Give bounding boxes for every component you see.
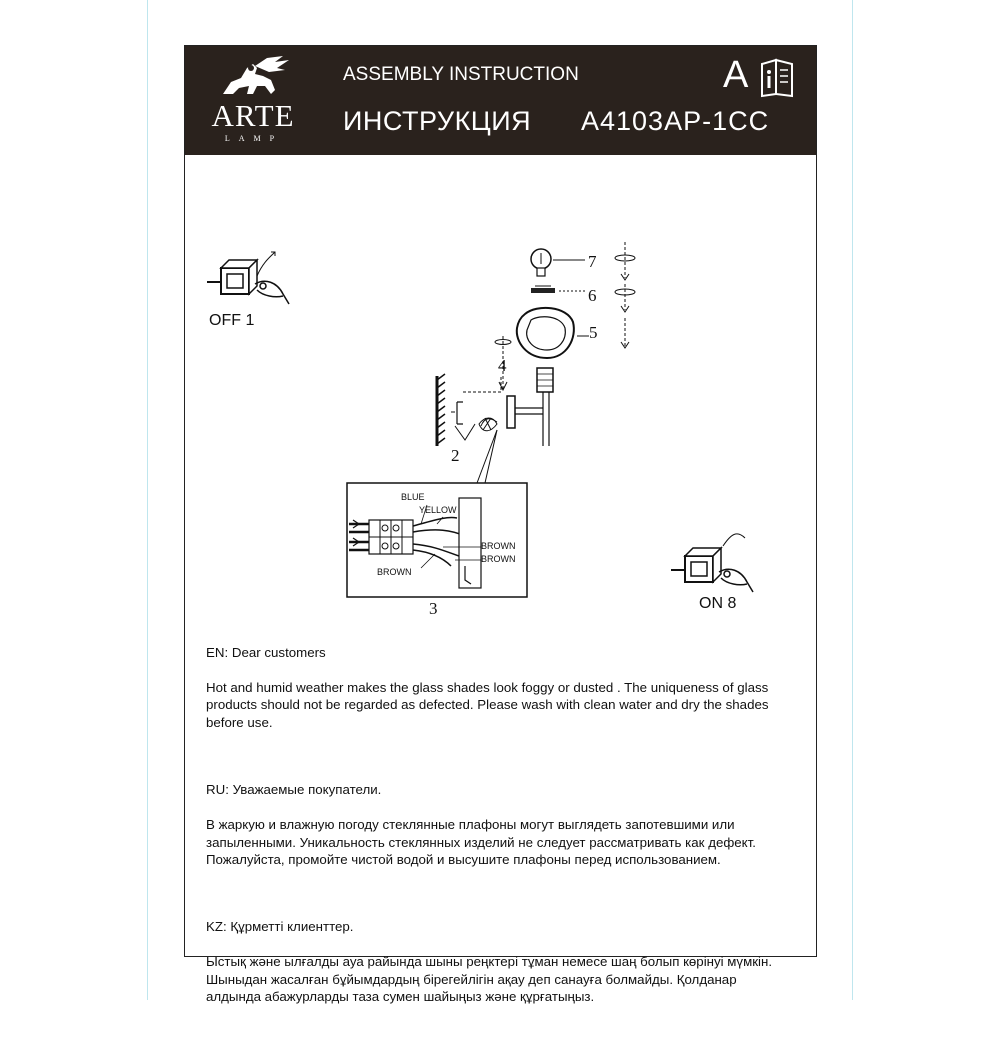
- part-6-label: 6: [588, 286, 597, 305]
- note-ru: [206, 763, 806, 886]
- note-kz-heading: KZ: Құрметті клиенттер.: [206, 918, 354, 934]
- wire-label-brown-left: BROWN: [377, 567, 412, 577]
- part-4-label: 4: [498, 356, 507, 375]
- off-switch-illustration: [207, 252, 289, 304]
- assembly-diagram: [185, 46, 816, 626]
- note-en: [206, 626, 806, 749]
- left-guide-line: [147, 0, 148, 1000]
- language-letter: A: [723, 54, 749, 96]
- right-guide-line: [852, 0, 853, 1000]
- note-ru-heading: RU: Уважаемые покупатели.: [206, 781, 382, 797]
- on-switch-illustration: [671, 534, 753, 592]
- title-english: ASSEMBLY INSTRUCTION: [343, 64, 579, 85]
- wire-label-brown-mid: BROWN: [481, 554, 516, 564]
- lamp-arm: [507, 368, 553, 446]
- on-step-label: ON 8: [699, 595, 737, 612]
- brand-subtitle: LAMP: [224, 134, 284, 143]
- part-2-label: 2: [451, 446, 460, 465]
- ring-part: [531, 286, 587, 293]
- wall-hatch: [437, 374, 445, 446]
- bulb-part: [531, 249, 585, 276]
- part-3-label: 3: [429, 599, 438, 618]
- title-russian: ИНСТРУКЦИЯ: [343, 106, 532, 136]
- brand-name: ARTE: [211, 98, 295, 133]
- wire-label-blue: BLUE: [401, 492, 425, 502]
- part-5-label: 5: [589, 323, 598, 342]
- note-en-body: Hot and humid weather makes the glass shades look foggy or dusted . The uniqueness of glass products should not be regarded as defected. Please wash with clean water and dry the shades before use.: [206, 679, 769, 730]
- wire-label-brown-top: BROWN: [481, 541, 516, 551]
- note-kz-body: Ыстық және ылғалды ауа райында шыны реңктері тұман немесе шаң болып көрінуі мүмкін. Шыныдан жасалған бұйымдардың бірегейлігін ақау деп санауға болмайды. Қолданар алдында абажурларды таза сумен шайыңыз және құрғатыңыз.: [206, 954, 773, 1005]
- part-7-label: 7: [588, 252, 597, 271]
- note-en-heading: EN: Dear customers: [206, 644, 326, 660]
- mounting-bracket: [451, 376, 501, 440]
- wiring-inset: [347, 483, 527, 597]
- customer-notes: [206, 626, 806, 1037]
- wire-label-yellow: YELLOW: [419, 505, 457, 515]
- note-kz: [206, 900, 806, 1023]
- glass-shade-part: [517, 308, 589, 358]
- off-step-label: OFF 1: [209, 312, 255, 329]
- model-number: A4103AP-1CC: [581, 106, 770, 136]
- rotation-arrows: [615, 242, 635, 348]
- note-ru-body: В жаркую и влажную погоду стеклянные плафоны могут выглядеть запотевшими или запыленными. Уникальность стеклянных изделий не следует рассматривать как дефект. Пожалуйста, промойте чистой водой и высушите плафоны перед использованием.: [206, 816, 756, 868]
- instruction-sheet: [184, 45, 817, 1005]
